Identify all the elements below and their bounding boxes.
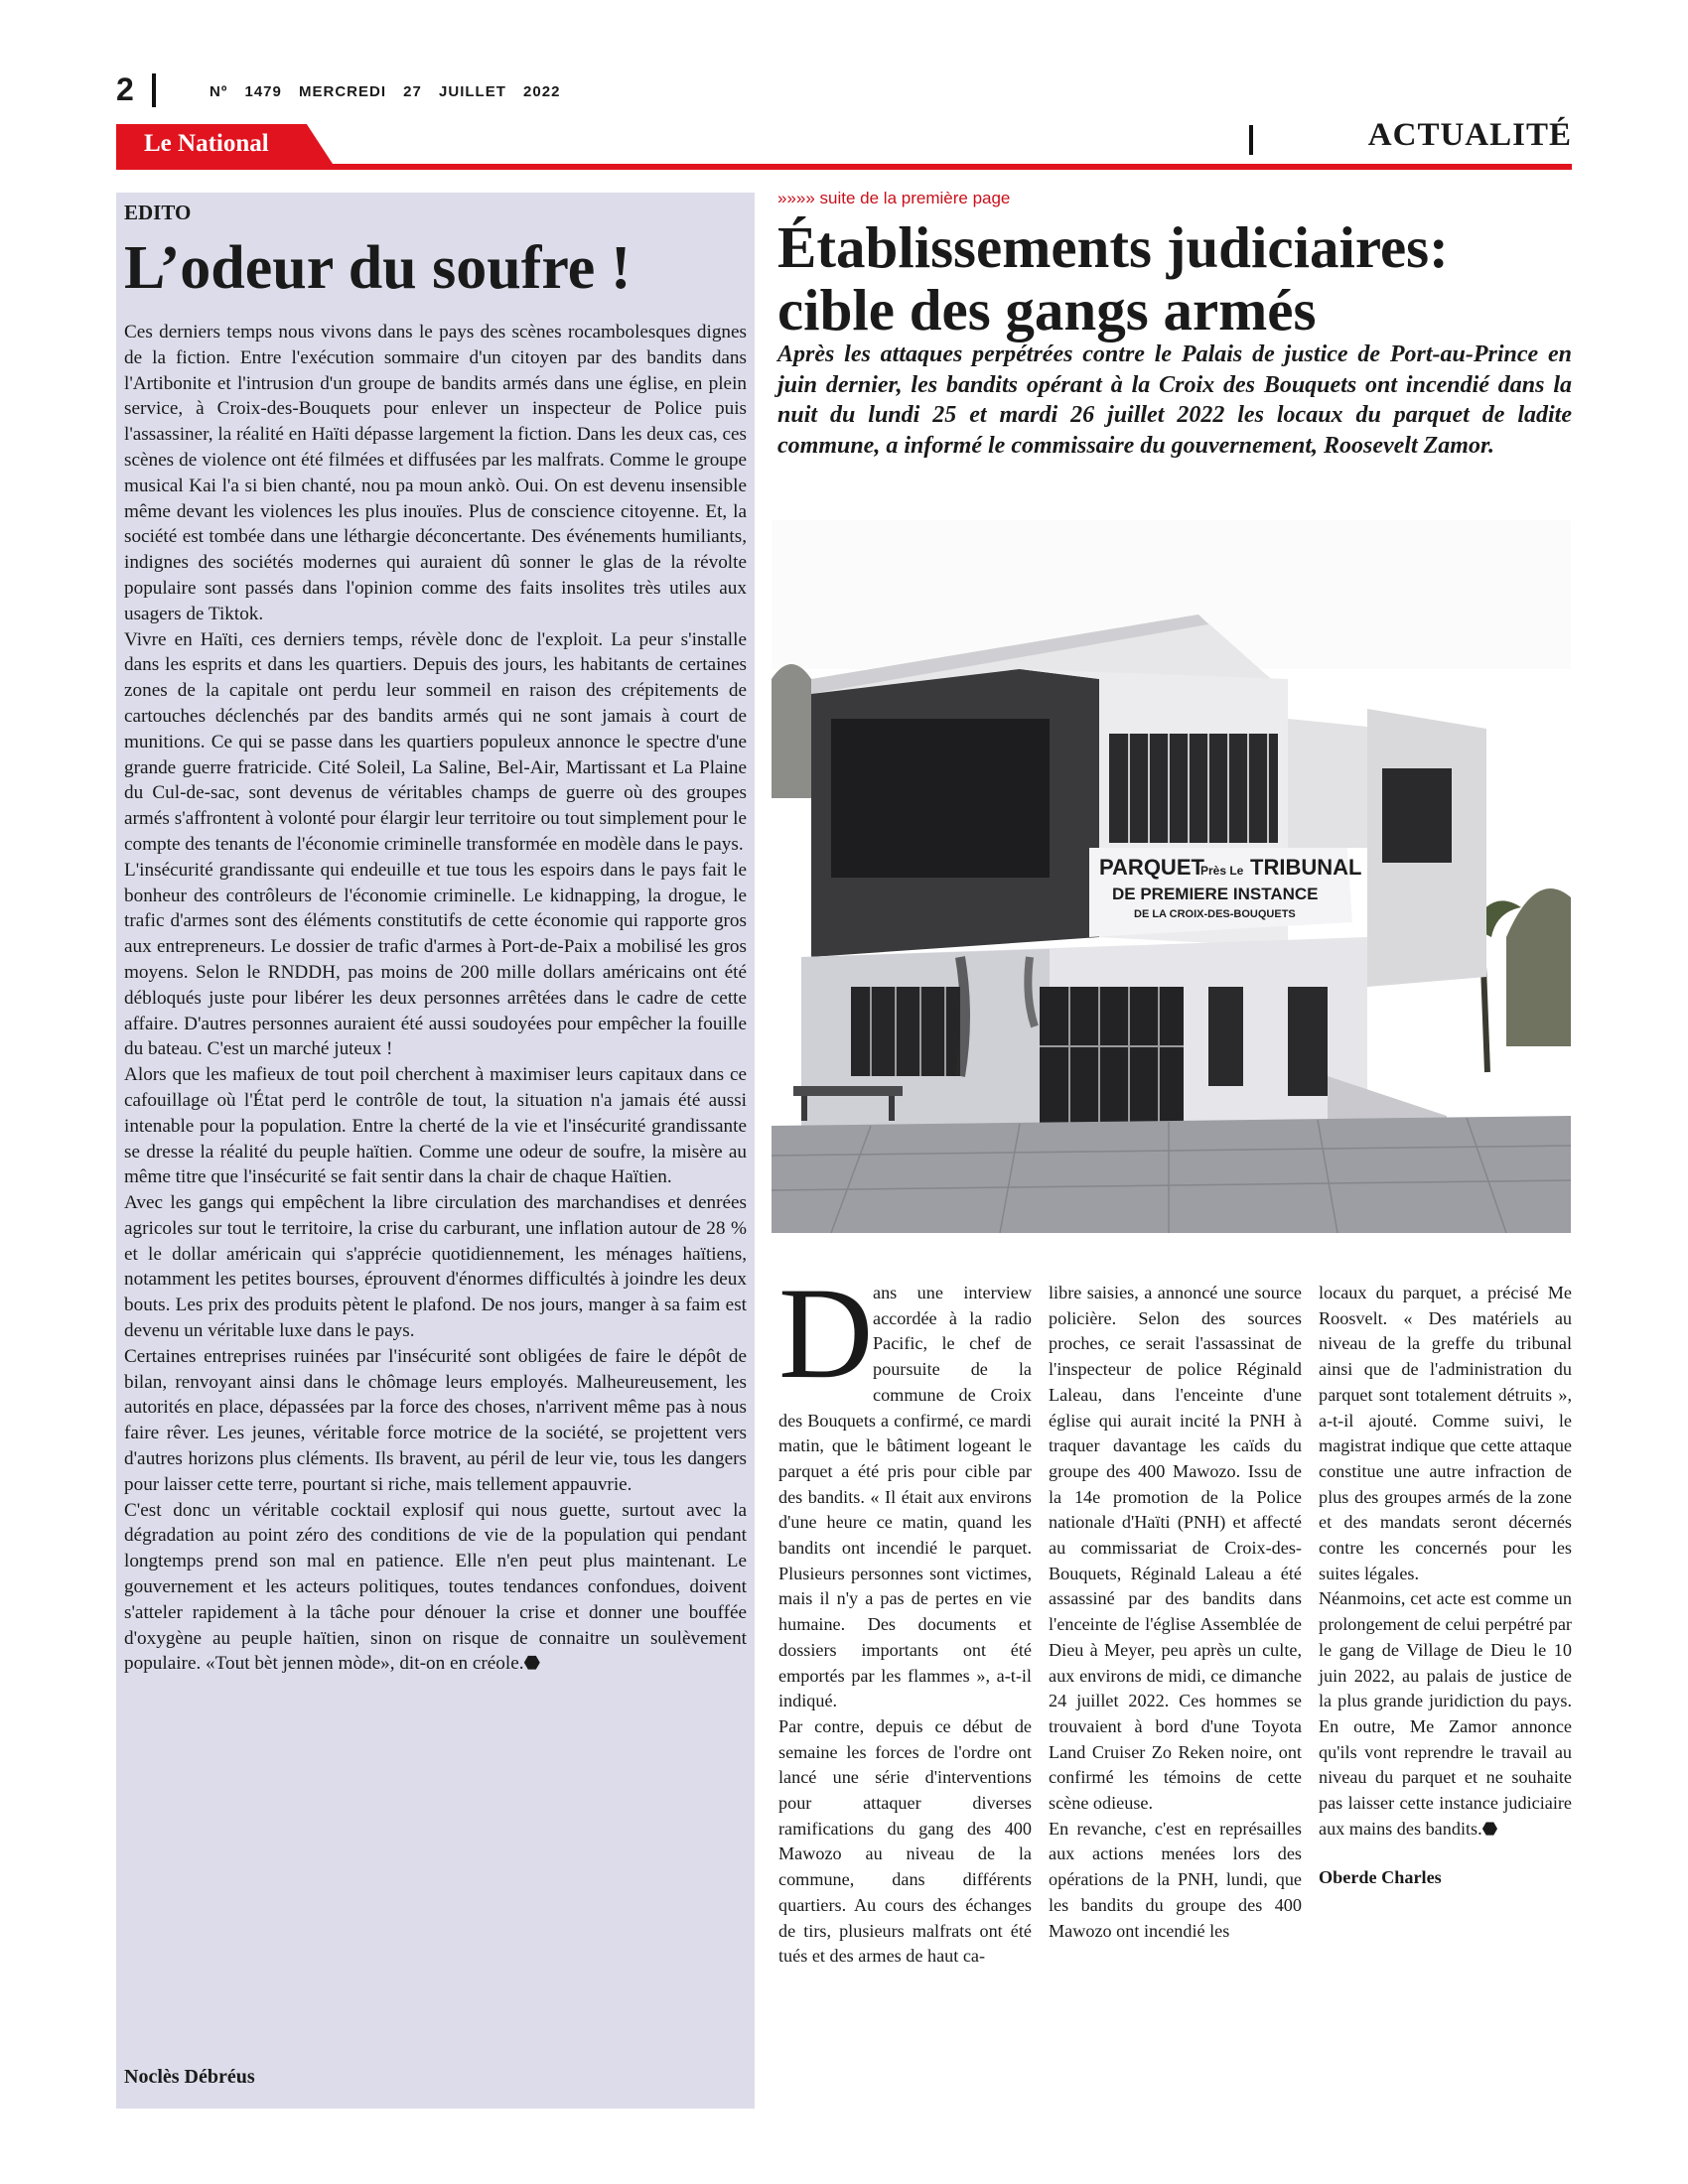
sign-line-1b: Près Le: [1200, 864, 1244, 878]
edito-paragraph: Certaines entreprises ruinées par l'insécurité sont obligées de faire le dépôt de bilan, renvoyant ainsi dans le chômage leurs employés. Malheureusement, les autorités en place, dépassées par la force des choses, n'arrivent même pas à nous faire rêver. Les jeunes, véritable force motrice de la société, se projettent vers d'autres horizons plus cléments. Ils bravent, au péril de leur vie, tous les dangers pour laisser cette terre, pourtant si riche, mais tellement appauvrie.: [124, 1345, 747, 1495]
page-number-divider: [152, 73, 156, 107]
edito-paragraph: Alors que les mafieux de tout poil cherchent à maximiser leurs capitaux dans ce cafouillage où l'État perd le contrôle de tout, la situation n'a jamais été aussi intenable pour la population. Entre la cherté de la vie et l'insécurité grandissante se dresse la réalité du peuple haïtien. Comme une odeur de soufre, la misère au même titre que l'insécurité se fait sentir dans la chair de chaque Haïtien.: [124, 1064, 747, 1188]
drop-cap: D: [778, 1260, 874, 1406]
edito-paragraph: L'insécurité grandissante qui endeuille et tue tous les espoirs dans le pays fait le bonheur des contrôleurs de l'économie criminelle. Le kidnapping, la drogue, le trafic d'armes sont des éléments constitutifs de cette économie qui rapporte gros aux entrepreneurs. Le dossier de trafic d'armes à Port-de-Paix a mobilisé les gros moyens. Selon le RNDDH, pas moins de 200 mille dollars américains ont été débloqués juste pour libérer les deux personnes arrêtées dans le cadre de cette affaire. D'autres personnes auraient été aussi soudoyées pour empêcher la fouille du bateau. C'est un marché juteux !: [124, 859, 747, 1060]
article-column-2: [1049, 1281, 1302, 1944]
article-paragraph-text: ans une interview accordée à la radio Pacific, le chef de poursuite de la commune de Croix des Bouquets a confirmé, ce mardi matin, que le bâtiment logeant le parquet a été pris pour cible par des bandits. « Il était aux environs d'une heure ce matin, quand les bandits ont incendié le parquet. Plusieurs personnes sont victimes, mais il n'y a pas de pertes en vie humaine. Des documents et dossiers importants ont été emportés par les flammes », a-t-il indiqué.: [778, 1283, 1032, 1711]
edito-paragraph: C'est donc un véritable cocktail explosif qui nous guette, surtout avec la dégradation au point zéro des conditions de vie de la population qui pendant longtemps prend son mal en patience. Elle n'en peut plus maintenant. Le gouvernement et les acteurs politiques, toutes tendances confondues, doivent s'atteler rapidement à la tâche pour dénouer la crise et donner une bouffée d'oxygène au peuple haïtien, sinon on risque de connaitre un soulèvement populaire. «Tout bèt jennen mòde», dit-on en créole.⬣: [124, 1499, 747, 1675]
edito-author: Noclès Débréus: [124, 2066, 255, 2088]
edito-body: [124, 320, 747, 1677]
section-label: ACTUALITÉ: [1367, 117, 1572, 153]
edito-kicker: EDITO: [124, 201, 192, 224]
article-author: Oberde Charles: [1319, 1867, 1442, 1888]
article-column-1: [778, 1281, 1032, 1970]
edito-title: L’odeur du soufre !: [124, 234, 632, 302]
article-photo: [772, 520, 1571, 1233]
header-rule: [116, 164, 1572, 170]
drop-cap-space: [778, 1281, 873, 1390]
edito-paragraph: Avec les gangs qui empêchent la libre circulation des marchandises et denrées agricoles sur tout le territoire, la crise du carburant, une inflation autour de 28 % et le dollar américain qui s'apprécie quotidiennement, les ménages haïtiens, notamment les petites bourses, éprouvent d'énormes difficultés à joindre les deux bouts. Les prix des produits pètent le plafond. De nos jours, manger à sa faim est devenu un véritable luxe dans le pays.: [124, 1192, 747, 1342]
article-headline: Établissements judiciaires: cible des gangs armés: [777, 214, 1449, 342]
newspaper-brand: Le National: [144, 130, 269, 157]
article-lead: Après les attaques perpétrées contre le Palais de justice de Port-au-Prince en juin dernier, les bandits opérant à la Croix des Bouquets ont incendié dans la nuit du lundi 25 et mardi 26 juillet 2022 les locaux du parquet de ladite commune, a informé le commissaire du gouvernement, Roosevelt Zamor.: [777, 341, 1572, 459]
article-column-3: [1319, 1281, 1572, 1891]
edito-paragraph: Ces derniers temps nous vivons dans le pays des scènes rocambolesques dignes de la fiction. Entre l'exécution sommaire d'un citoyen par des bandits dans l'Artibonite et l'intrusion d'un groupe de bandits armés dans une église, en plein service, à Croix-des-Bouquets pour enlever un inspecteur de Police puis l'assassiner, la réalité en Haïti dépasse largement la fiction. Dans les deux cas, ces scènes de violence ont été filmées et diffusées par les malfrats. Comme le groupe musical Kai l'a si bien chanté, nou pa moun ankò. Oui. On est devenu insensible même devant les violences les plus inouïes. Plus de conscience citoyenne. Et, la société est tombée dans une léthargie déconcertante. Des événements humiliants, indignes des sociétés modernes qui auraient dû sonner le glas de la révolte populaire sont passés dans l'opinion comme des faits insolites très utiles aux usagers de Tiktok.: [124, 322, 747, 624]
continued-from-front: »»»» suite de la première page: [777, 189, 1011, 207]
article-paragraph: [778, 1281, 1032, 1714]
edito-paragraph: Vivre en Haïti, ces derniers temps, révèle donc de l'exploit. La peur s'installe dans les esprits et dans les quartiers. Depuis des jours, les habitants de certaines zones de la capitale ont perdu leur sommeil en raison des crépitements de cartouches déclenchés par des bandits armés qui ne sont jamais à court de munitions. Ce qui se passe dans les quartiers populeux annonce le spectre d'une grande guerre fratricide. Cité Soleil, La Saline, Bel-Air, Martissant et La Plaine du Cul-de-sac, sont devenus de véritables champs de guerre où des groupes armés s'affrontent à volonté pour élargir leur territoire ou tout simplement pour le compte des tenants de l'économie criminelle transformée en modèle dans le pays.: [124, 628, 747, 855]
article-paragraph: En revanche, c'est en représailles aux actions menées lors des opérations de la PNH, lundi, que les bandits du groupe des 400 Mawozo ont incendié les: [1049, 1818, 1302, 1941]
page-header: [116, 71, 1572, 111]
sign-line-2: DE PREMIERE INSTANCE: [1112, 885, 1319, 903]
edito-box: [116, 193, 755, 2109]
page-number: 2: [116, 71, 134, 107]
section-divider: [1249, 125, 1253, 155]
article-paragraph: locaux du parquet, a précisé Me Roosvelt. « Des matériels au niveau de la greffe du tribunal ainsi que de l'administration du parquet sont totalement détruits », a-t-il ajouté. Comme suivi, le magistrat indique que cette attaque constitue une autre infraction de plus des groupes armés de la zone et des mandats seront décernés contre les concernés pour les suites légales.: [1319, 1283, 1572, 1583]
issue-date-line: Nº 1479 MERCREDI 27 JUILLET 2022: [210, 83, 561, 100]
sign-line-3: DE LA CROIX-DES-BOUQUETS: [1134, 908, 1296, 920]
article-paragraph: Par contre, depuis ce début de semaine les forces de l'ordre ont lancé une série d'interventions pour attaquer diverses ramifications du gang des 400 Mawozo au niveau de la commune, dans différents quartiers. Au cours des échanges de tirs, plusieurs malfrats ont été tués et des armes de haut ca-: [778, 1715, 1032, 1967]
sign-line-1c: TRIBUNAL: [1250, 855, 1362, 880]
article-paragraph: libre saisies, a annoncé une source policière. Selon des sources proches, ce serait l'assassinat de l'inspecteur de police Réginald Laleau, dans l'enceinte d'une église qui aurait incité la PNH à traquer davantage les caïds du groupe des 400 Mawozo. Issu de la 14e promotion de la Police nationale d'Haïti (PNH) et affecté au commissariat de Croix-des-Bouquets, Réginald Laleau a été assassiné par des bandits dans l'enceinte de l'église Assemblée de Dieu à Meyer, peu après un culte, aux environs de midi, ce dimanche 24 juillet 2022. Ces hommes se trouvaient à bord d'une Toyota Land Cruiser Zo Reken noire, ont confirmé les témoins de cette scène odieuse.: [1049, 1283, 1302, 1814]
article-paragraph: Néanmoins, cet acte est comme un prolongement de celui perpétré par le gang de Village de Dieu le 10 juin 2022, au palais de justice de la plus grande juridiction du pays. En outre, Me Zamor annonce qu'ils vont reprendre le travail au niveau du parquet et ne souhaite pas laisser cette instance judiciaire aux mains des bandits.⬣: [1319, 1588, 1572, 1839]
sign-line-1a: PARQUET: [1099, 855, 1204, 880]
